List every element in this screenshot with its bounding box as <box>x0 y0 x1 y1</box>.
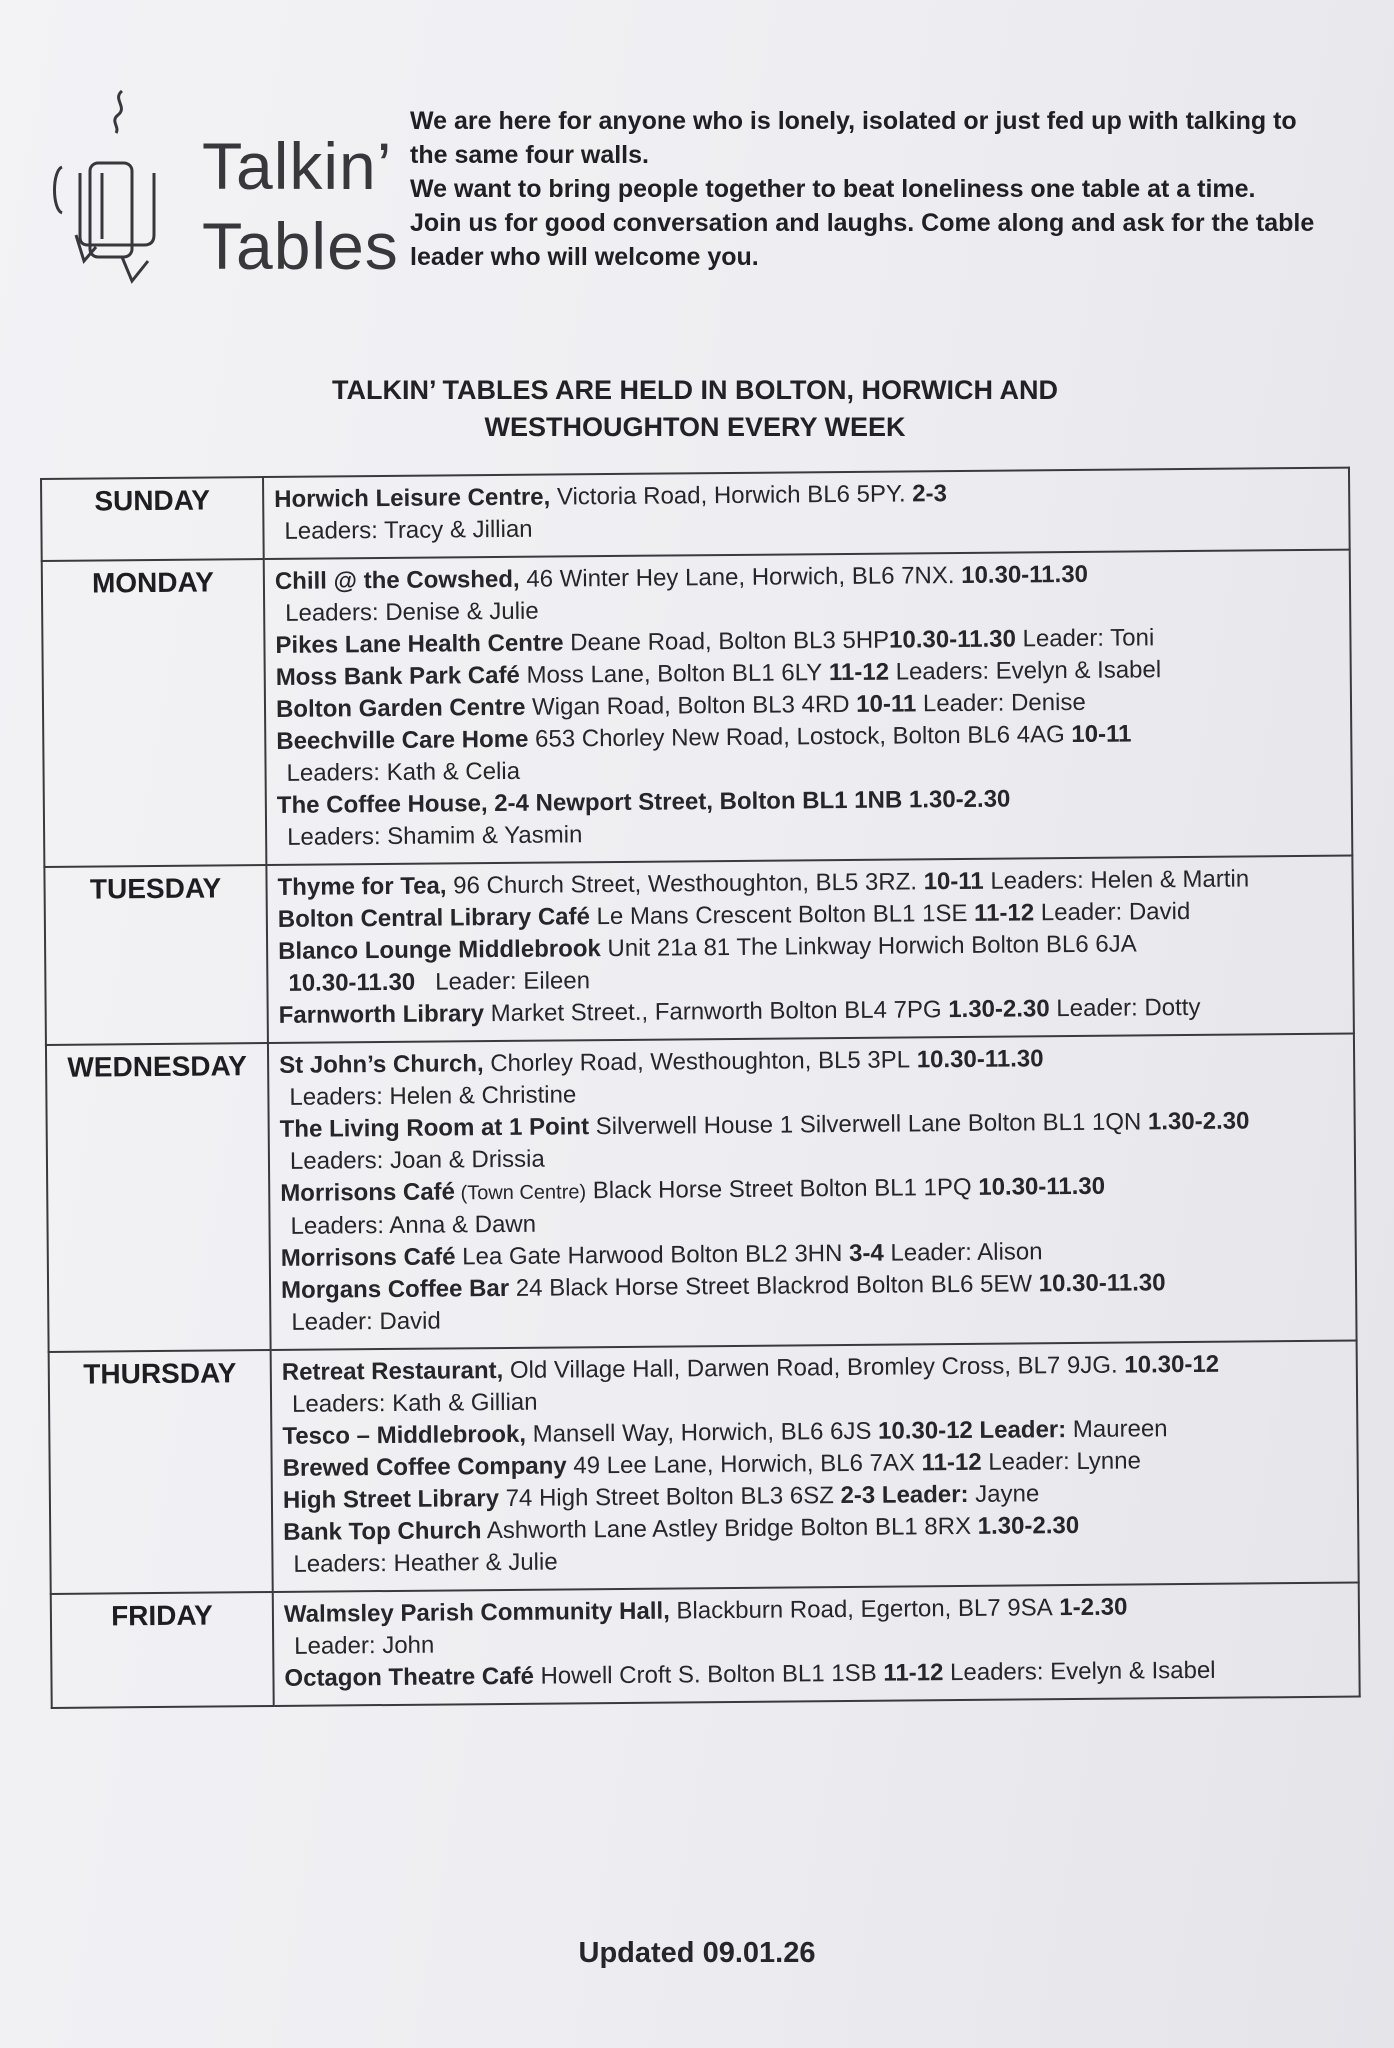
venue-list <box>264 550 1353 865</box>
venue-name: Morrisons Café <box>280 1178 456 1207</box>
day-label: FRIDAY <box>51 1592 274 1708</box>
schedule-row <box>41 468 1350 561</box>
talkin-tables-logo <box>50 85 399 295</box>
session-time: 10.30-11.30 <box>888 625 1017 654</box>
table-leaders: Leaders: Denise & Julie <box>285 597 539 627</box>
venue-address: 96 Church Street, Westhoughton, BL5 3RZ. <box>446 868 918 900</box>
venue-address: 49 Lee Lane, Horwich, BL6 7AX <box>566 1449 916 1480</box>
day-label: MONDAY <box>42 559 267 867</box>
table-leaders: Leader: John <box>294 1631 435 1660</box>
venue-list <box>268 1034 1357 1350</box>
session-time: 10.30-11.30 <box>971 1172 1106 1201</box>
table-leaders: Leaders: Evelyn & Isabel <box>943 1656 1216 1687</box>
coffee-cup-speech-bubble-icon <box>50 85 200 295</box>
session-time: 11-12 <box>967 899 1035 927</box>
session-time: 1.30-2.30 <box>941 995 1050 1024</box>
venue-entry <box>274 475 1339 548</box>
table-leaders: Leaders: Anna & Dawn <box>290 1210 537 1240</box>
schedule-row <box>44 856 1354 1045</box>
session-time: 10-11 <box>1064 720 1132 749</box>
venue-address: Black Horse Street Bolton BL1 1PQ <box>585 1173 972 1205</box>
venue-address: Market Street., Farnworth Bolton BL4 7PG <box>483 996 942 1028</box>
session-time: 2-3 Leader: <box>833 1480 969 1510</box>
schedule-table <box>40 467 1361 1709</box>
venue-list <box>273 1583 1360 1706</box>
intro-line: We want to bring people together to beat loneliness one table at a time. <box>410 175 1256 203</box>
table-leaders: Leaders: Helen & Christine <box>289 1081 577 1111</box>
intro-text <box>410 104 1330 274</box>
table-leaders: Leader: Dotty <box>1049 993 1201 1023</box>
venue-address: Silverwell House 1 Silverwell Lane Bolton BL1 1QN <box>588 1108 1142 1141</box>
venue-address: Ashworth Lane Astley Bridge Bolton BL1 8RX <box>481 1512 972 1545</box>
venue-address: Blackburn Road, Egerton, BL7 9SA <box>669 1594 1053 1625</box>
table-leaders: Leader: Lynne <box>981 1447 1142 1476</box>
venue-address: Old Village Hall, Darwen Road, Bromley Cross, BL7 9JG. <box>503 1351 1118 1384</box>
schedule-heading <box>180 372 1210 446</box>
venue-name: Blanco Lounge Middlebrook <box>278 935 601 965</box>
session-time: 10.30-12 Leader: <box>871 1416 1067 1445</box>
venue-entry <box>278 927 1343 1000</box>
table-leaders: Leaders: Tracy & Jillian <box>284 515 533 545</box>
logo-word-tables: Tables <box>202 209 399 283</box>
venue-list <box>271 1341 1359 1592</box>
day-label: WEDNESDAY <box>46 1043 271 1352</box>
session-time: 1.30-2.30 <box>902 785 1011 814</box>
venue-name: Octagon Theatre Café <box>284 1662 534 1692</box>
venue-name: Horwich Leisure Centre, <box>274 483 551 513</box>
venue-address: 46 Winter Hey Lane, Horwich, BL6 7NX. <box>519 562 955 593</box>
venue-address: Chorley Road, Westhoughton, BL5 3PL <box>483 1046 911 1078</box>
venue-name: Morrisons Café <box>280 1243 456 1272</box>
heading-line: TALKIN’ TABLES ARE HELD IN BOLTON, HORWICH AND <box>332 375 1058 405</box>
venue-entry <box>284 1590 1349 1663</box>
venue-name: St John’s Church, <box>279 1050 484 1079</box>
session-time: 11-12 <box>876 1659 944 1687</box>
venue-entry <box>279 1041 1344 1114</box>
venue-name: Walmsley Parish Community Hall, <box>283 1597 670 1628</box>
session-time: 1.30-2.30 <box>1141 1107 1250 1136</box>
venue-address: Mansell Way, Horwich, BL6 6JS <box>525 1417 872 1448</box>
table-leaders: Maureen <box>1066 1415 1168 1444</box>
venue-note: (Town Centre) <box>454 1181 587 1205</box>
schedule-row <box>46 1034 1357 1352</box>
table-leaders: Leaders: Helen & Martin <box>983 865 1250 895</box>
venue-name: Morgans Coffee Bar <box>280 1274 510 1304</box>
venue-address: Deane Road, Bolton BL3 5HP <box>563 626 890 657</box>
venue-address: Victoria Road, Horwich BL6 5PY. <box>550 480 906 511</box>
venue-address: Unit 21a 81 The Linkway Horwich Bolton BL6 6JA <box>600 930 1137 963</box>
intro-line: We are here for anyone who is lonely, isolated or just fed up with talking to the same four walls. <box>410 107 1297 169</box>
table-leaders: Leader: David <box>1034 897 1191 927</box>
session-time: 10-11 <box>916 867 984 896</box>
venue-name: The Coffee House, 2-4 Newport Street, Bolton BL1 1NB <box>276 786 903 819</box>
logo-word-talkin: Talkin’ <box>202 129 393 203</box>
venue-entry <box>277 781 1342 854</box>
venue-address: Wigan Road, Bolton BL3 4RD <box>525 690 850 721</box>
venue-entry <box>280 1105 1345 1178</box>
venue-address: 653 Chorley New Road, Lostock, Bolton BL6 4AG <box>528 721 1065 753</box>
venue-entry <box>280 1169 1345 1243</box>
table-leaders: Jayne <box>968 1480 1040 1508</box>
updated-date: Updated 09.01.26 <box>578 1937 816 1969</box>
venue-name: The Living Room at 1 Point <box>279 1113 590 1143</box>
venue-entry <box>283 1508 1348 1581</box>
venue-name: Pikes Lane Health Centre <box>275 629 564 659</box>
venue-name: Farnworth Library <box>278 1000 485 1029</box>
table-leaders: Leaders: Heather & Julie <box>293 1548 558 1578</box>
table-leaders: Leader: Eileen <box>435 967 591 996</box>
venue-name: Bank Top Church <box>283 1517 482 1546</box>
venue-name: Beechville Care Home <box>276 725 529 755</box>
table-leaders: Leader: Toni <box>1015 624 1155 653</box>
venue-entry <box>275 557 1340 630</box>
venue-name: High Street Library <box>282 1485 500 1514</box>
venue-address: Le Mans Crescent Bolton BL1 1SE <box>589 899 968 931</box>
day-label: THURSDAY <box>49 1350 273 1594</box>
table-leaders: Leaders: Joan & Drissia <box>289 1145 545 1175</box>
session-time: 1.30-2.30 <box>970 1511 1080 1540</box>
venue-list <box>266 856 1354 1043</box>
table-leaders: Leader: David <box>291 1307 441 1336</box>
venue-name: Bolton Garden Centre <box>275 693 526 723</box>
table-leaders: Leader: Denise <box>916 688 1086 718</box>
day-label: TUESDAY <box>44 865 268 1045</box>
venue-name: Thyme for Tea, <box>277 872 447 901</box>
session-time: 11-12 <box>914 1448 982 1477</box>
table-leaders: Leaders: Kath & Celia <box>286 757 521 787</box>
session-time: 10-11 <box>849 690 917 718</box>
venue-name: Tesco – Middlebrook, <box>282 1420 527 1450</box>
table-leaders: Leader: Alison <box>883 1238 1043 1267</box>
venue-address: 74 High Street Bolton BL3 6SZ <box>498 1482 834 1513</box>
session-time: 3-4 <box>842 1239 884 1268</box>
heading-line: WESTHOUGHTON EVERY WEEK <box>484 412 906 442</box>
venue-entry <box>276 717 1341 790</box>
venue-name: Chill @ the Cowshed, <box>274 565 520 595</box>
session-time: 10.30-11.30 <box>954 560 1089 590</box>
session-time: 10.30-11.30 <box>1031 1269 1166 1298</box>
session-time: 10.30-11.30 <box>288 968 416 997</box>
session-time: 10.30-12 <box>1117 1350 1220 1379</box>
venue-list <box>263 468 1350 559</box>
session-time: 11-12 <box>822 658 890 687</box>
session-time: 10.30-11.30 <box>909 1045 1044 1074</box>
venue-address: Moss Lane, Bolton BL1 6LY <box>519 659 823 689</box>
venue-name: Moss Bank Park Café <box>275 661 520 691</box>
venue-address: 24 Black Horse Street Blackrod Bolton BL6 5EW <box>509 1270 1033 1302</box>
venue-name: Retreat Restaurant, <box>281 1356 504 1386</box>
venue-name: Bolton Central Library Café <box>277 903 591 933</box>
session-time: 1-2.30 <box>1052 1593 1128 1622</box>
intro-line: Join us for good conversation and laughs. Come along and ask for the table leader who will welcome you. <box>410 209 1315 271</box>
spacer <box>415 969 435 996</box>
table-leaders: Leaders: Shamim & Yasmin <box>287 821 583 851</box>
venue-entry <box>282 1348 1347 1421</box>
schedule-row <box>49 1341 1359 1594</box>
schedule-row <box>51 1583 1360 1708</box>
table-leaders: Leaders: Evelyn & Isabel <box>888 656 1162 686</box>
session-time: 2-3 <box>905 480 948 508</box>
venue-name: Brewed Coffee Company <box>282 1452 567 1482</box>
venue-address: Lea Gate Harwood Bolton BL2 3HN <box>455 1240 843 1271</box>
venue-entry <box>281 1266 1346 1339</box>
schedule-row <box>42 550 1353 867</box>
day-label: SUNDAY <box>41 477 264 561</box>
table-leaders: Leaders: Kath & Gillian <box>291 1388 538 1418</box>
venue-address: Howell Croft S. Bolton BL1 1SB <box>533 1659 877 1690</box>
